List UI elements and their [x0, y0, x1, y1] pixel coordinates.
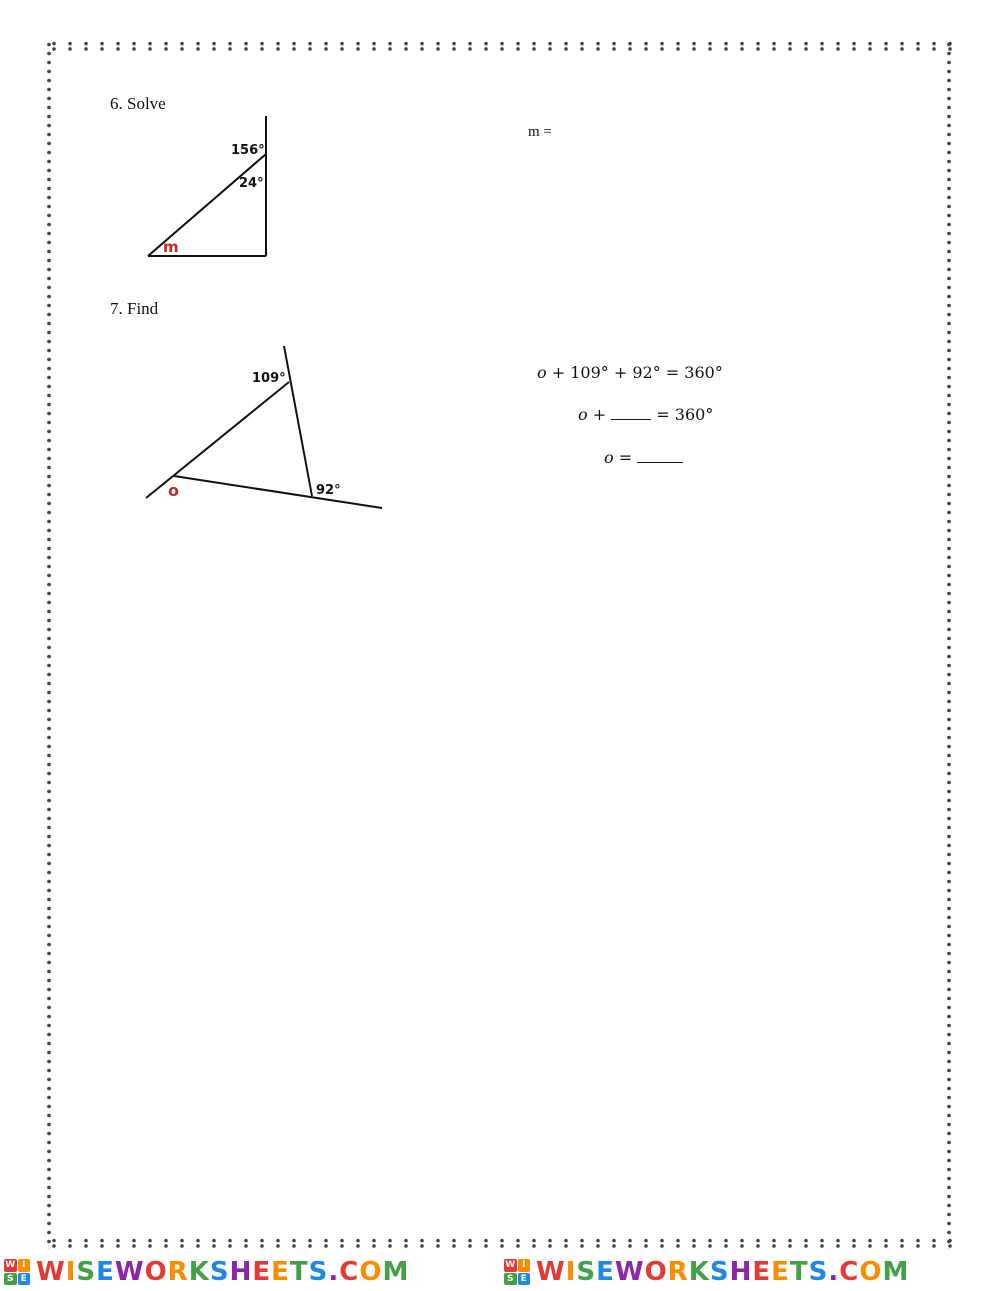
decorative-border-bottom [46, 1237, 954, 1249]
eq2-text-before: + [587, 405, 612, 424]
eq1-text: + 109° + 92° = 360° [546, 363, 723, 382]
brand-wordmark: WISEWORKSHEETS.COM [36, 1257, 410, 1287]
eq3-blank[interactable] [637, 448, 683, 463]
question-6-label: 6. Solve [110, 94, 166, 113]
question-6-answer-label: m = [528, 124, 552, 140]
eq2-blank[interactable] [611, 405, 651, 420]
eq3-text-before: = [613, 448, 638, 467]
q6-angle-156-label: 156° [231, 143, 265, 158]
decorative-border-left [44, 40, 54, 1249]
q6-unknown-m-label: m [163, 238, 179, 256]
brand-logo-2 [504, 1256, 909, 1288]
eq2-variable: o [578, 405, 588, 424]
q7-angle-109-label: 109° [252, 371, 286, 386]
q7-equation-line-3 [604, 448, 683, 467]
brand-wordmark: WISEWORKSHEETS.COM [536, 1257, 910, 1287]
brand-logo-icon: W I S E [504, 1259, 530, 1285]
question-7-label: 7. Find [110, 299, 159, 318]
q7-base-line [174, 476, 382, 508]
footer-branding [0, 1256, 1000, 1291]
q7-right-side-line [284, 346, 312, 496]
q7-equation-line-1 [537, 363, 723, 382]
q7-equation-line-2 [578, 405, 713, 424]
q7-angle-92-label: 92° [316, 483, 341, 498]
q7-unknown-o-label: o [168, 481, 179, 500]
eq1-variable: o [537, 363, 547, 382]
decorative-border-top [46, 40, 954, 52]
q6-angle-24-label: 24° [239, 176, 264, 191]
brand-logo-icon: W I S E [4, 1259, 30, 1285]
question-6-triangle-figure [140, 112, 280, 264]
decorative-border-right [944, 40, 954, 1249]
question-7-triangle-figure [140, 340, 390, 516]
brand-logo-1 [4, 1256, 409, 1288]
eq3-variable: o [604, 448, 614, 467]
eq2-text-after: = 360° [651, 405, 714, 424]
